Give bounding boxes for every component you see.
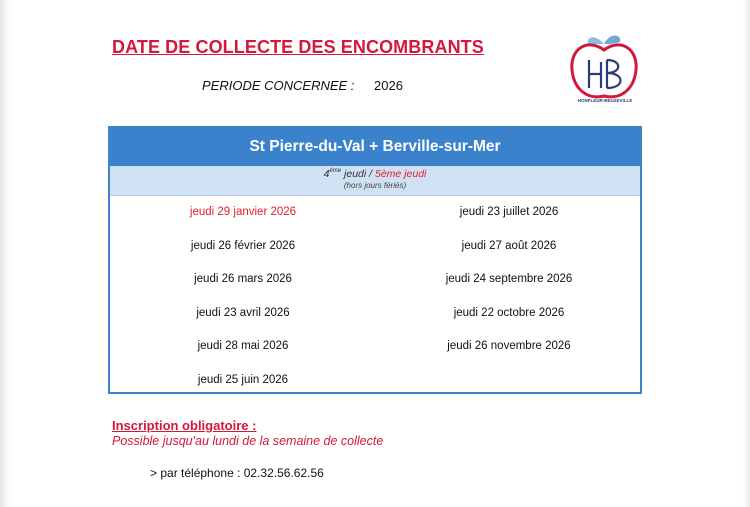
collection-date: jeudi 25 juin 2026 — [197, 373, 289, 386]
period-line — [202, 78, 403, 93]
date-column-left — [110, 206, 376, 407]
period-label: PERIODE CONCERNEE : — [202, 78, 355, 93]
period-value: 2026 — [374, 78, 403, 93]
collection-date: jeudi 26 novembre 2026 — [447, 340, 571, 352]
inscription-section — [112, 418, 383, 448]
logo-caption: HONFLEUR-BEUZEVILLE — [577, 98, 633, 103]
frequency-ordinal-suffix: ème — [329, 168, 342, 174]
apple-logo-icon — [566, 32, 642, 108]
collection-date: jeudi 22 octobre 2026 — [453, 306, 565, 319]
schedule-table — [108, 126, 642, 394]
collection-date: jeudi 29 janvier 2026 — [189, 206, 297, 218]
inscription-title: Inscription obligatoire : — [112, 418, 257, 433]
page-edge — [0, 0, 10, 507]
phone-contact: > par téléphone : 02.32.56.62.56 — [150, 466, 324, 480]
frequency-alternate: 5ème jeudi — [375, 168, 427, 180]
schedule-subheader — [110, 166, 640, 196]
collection-date: jeudi 23 juillet 2026 — [459, 206, 559, 218]
collection-date: jeudi 23 avril 2026 — [196, 306, 290, 319]
collection-date: jeudi 24 septembre 2026 — [445, 273, 573, 285]
page-edge — [742, 0, 750, 507]
holiday-note: (hors jours fériés) — [343, 181, 407, 190]
collection-date: jeudi 27 août 2026 — [461, 239, 557, 252]
inscription-note: Possible jusqu'au lundi de la semaine de collecte — [112, 434, 384, 448]
frequency-line — [110, 168, 640, 180]
schedule-header: St Pierre-du-Val + Berville-sur-Mer — [110, 128, 640, 166]
document-title: DATE DE COLLECTE DES ENCOMBRANTS — [112, 37, 484, 57]
frequency-ordinal: 4 — [323, 168, 330, 180]
frequency-day: jeudi / — [344, 168, 373, 180]
date-column-right — [376, 206, 642, 374]
collection-date: jeudi 26 février 2026 — [190, 239, 296, 252]
collection-date: jeudi 28 mai 2026 — [197, 340, 289, 352]
collection-date: jeudi 26 mars 2026 — [194, 273, 292, 285]
